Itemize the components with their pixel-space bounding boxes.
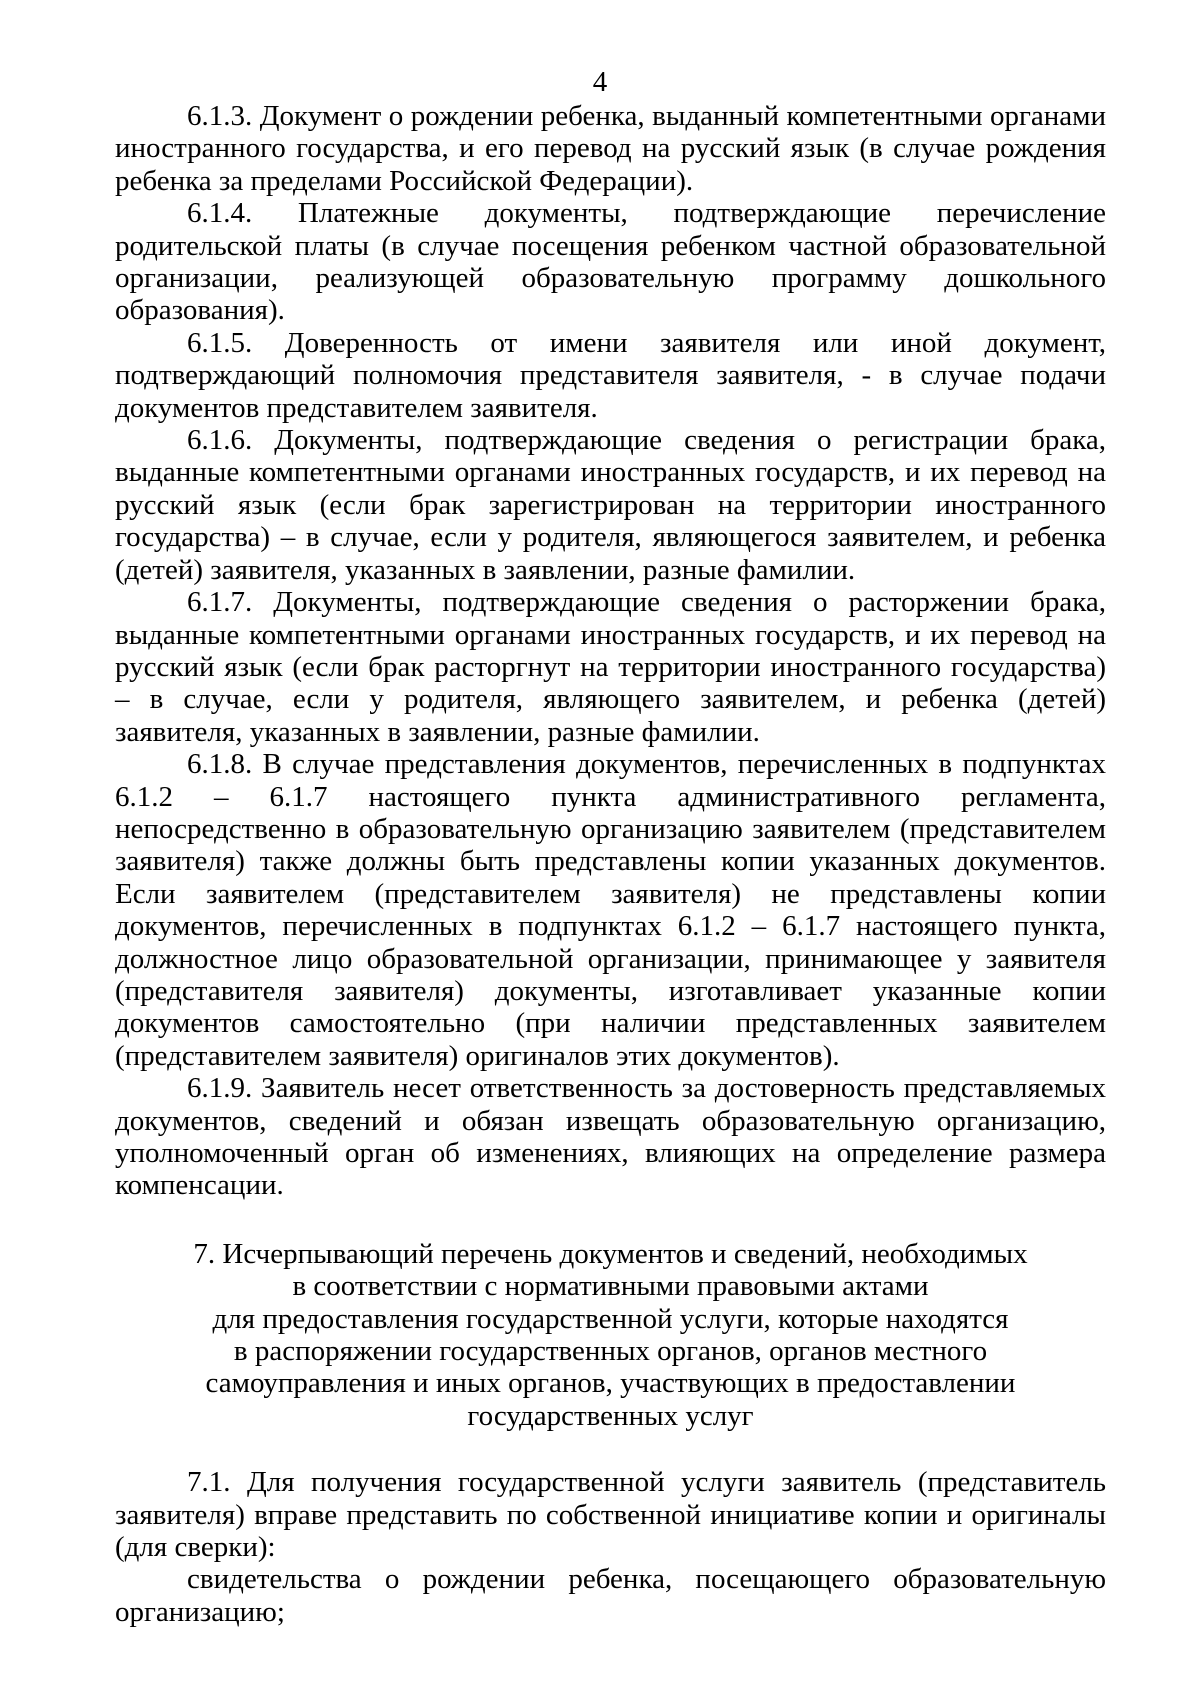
paragraph-6-1-8: 6.1.8. В случае представления документов, перечисленных в подпунктах 6.1.2 – 6.1.7 настоящего пункта административного регламента, непосредственно в образовательную организацию заявителем (представителем заявителя) также должны быть представлены копии указанных документов. Если заявителем (представителем заявителя) не представлены копии документов, перечисленных в подпунктах 6.1.2 – 6.1.7 настоящего пункта, должностное лицо образовательной организации, принимающее у заявителя (представителя заявителя) документы, изготавливает указанные копии документов самостоятельно (при наличии представленных заявителем (представителем заявителя) оригиналов этих документов). — [115, 748, 1106, 1072]
paragraph-6-1-6: 6.1.6. Документы, подтверждающие сведения о регистрации брака, выданные компетентными органами иностранных государств, и их перевод на русский язык (если брак зарегистрирован на территории иностранного государства) – в случае, если у родителя, являющегося заявителем, и ребенка (детей) заявителя, указанных в заявлении, разные фамилии. — [115, 424, 1106, 586]
section-heading-line: государственных услуг — [467, 1399, 754, 1432]
section-heading-line: самоуправления и иных органов, участвующих в предоставлении — [205, 1367, 1016, 1400]
section-7-heading — [115, 1238, 1106, 1432]
paragraph-6-1-9: 6.1.9. Заявитель несет ответственность за достоверность представляемых документов, сведений и обязан извещать образовательную организацию, уполномоченный орган об изменениях, влияющих на определение размера компенсации. — [115, 1072, 1106, 1202]
section-heading-line: в распоряжении государственных органов, органов местного — [233, 1335, 988, 1368]
section-heading-line: 7. Исчерпывающий перечень документов и сведений, необходимых — [193, 1237, 1028, 1270]
paragraph-6-1-3: 6.1.3. Документ о рождении ребенка, выданный компетентными органами иностранного государства, и его перевод на русский язык (в случае рождения ребенка за пределами Российской Федерации). — [115, 100, 1106, 197]
page-number: 4 — [592, 66, 608, 98]
section-heading-line: в соответствии с нормативными правовыми актами — [292, 1270, 929, 1303]
paragraph-birth-certificate: свидетельства о рождении ребенка, посещающего образовательную организацию; — [115, 1563, 1106, 1628]
document-body — [115, 100, 1106, 1628]
paragraph-7-1: 7.1. Для получения государственной услуги заявитель (представитель заявителя) вправе представить по собственной инициативе копии и оригиналы (для сверки): — [115, 1466, 1106, 1564]
paragraph-6-1-5: 6.1.5. Доверенность от имени заявителя или иной документ, подтверждающий полномочия представителя заявителя, - в случае подачи документов представителем заявителя. — [115, 326, 1106, 424]
section-heading-line: для предоставления государственной услуги, которые находятся — [212, 1302, 1009, 1335]
paragraph-6-1-7: 6.1.7. Документы, подтверждающие сведения о расторжении брака, выданные компетентными органами иностранных государств, и их перевод на русский язык (если брак расторгнут на территории иностранного государства) – в случае, если у родителя, являющего заявителем, и ребенка (детей) заявителя, указанных в заявлении, разные фамилии. — [115, 586, 1106, 748]
paragraph-6-1-4: 6.1.4. Платежные документы, подтверждающие перечисление родительской платы (в случае посещения ребенком частной образовательной организации, реализующей образовательную программу дошкольного образования). — [115, 197, 1106, 327]
